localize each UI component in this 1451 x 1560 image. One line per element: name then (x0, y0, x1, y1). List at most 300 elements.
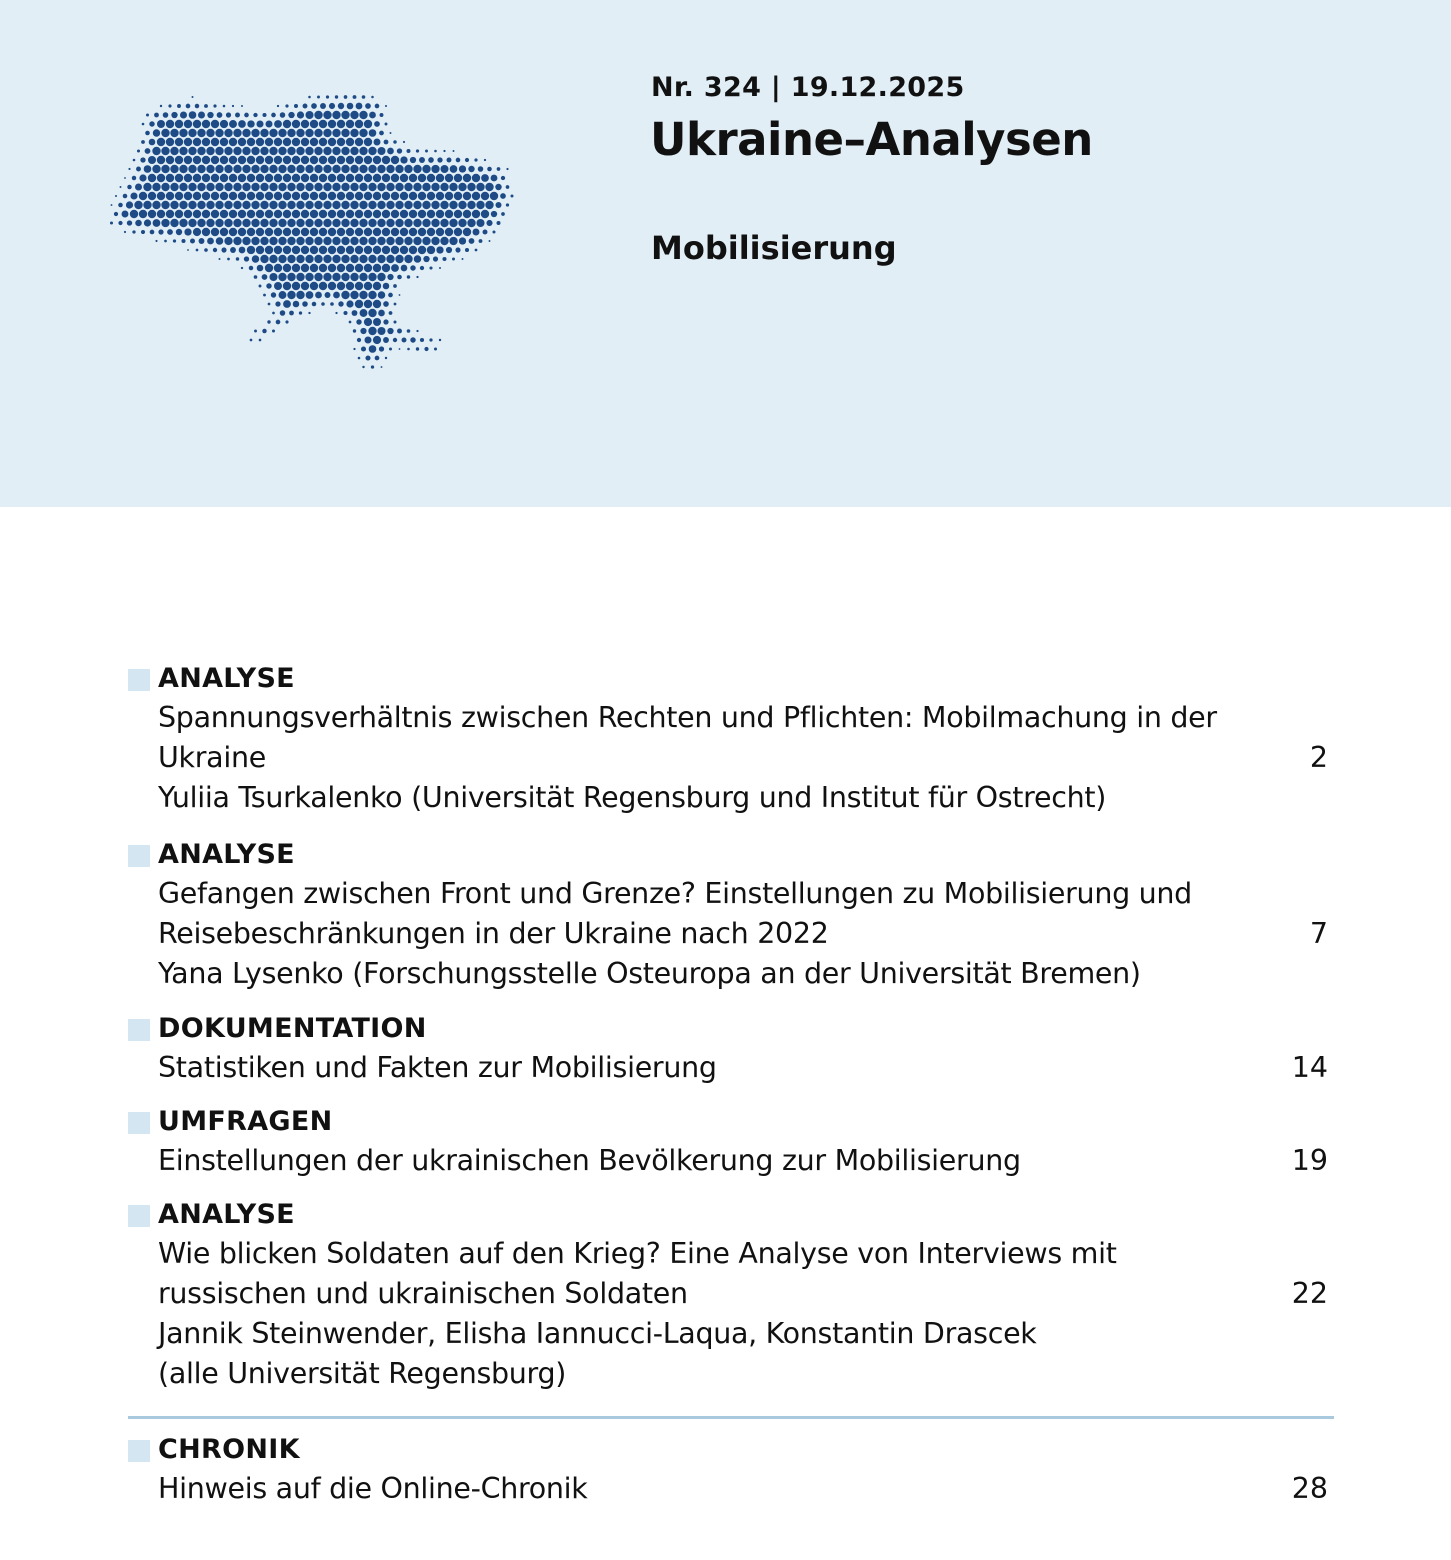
logo-dot (166, 120, 174, 128)
logo-dot (332, 111, 340, 119)
logo-dot (256, 246, 264, 254)
logo-dot (420, 338, 424, 342)
logo-dot (217, 112, 223, 118)
logo-dot (475, 249, 478, 252)
logo-dot (272, 329, 275, 332)
logo-dot (221, 247, 226, 252)
logo-dot (359, 255, 367, 263)
logo-dot (409, 228, 417, 236)
logo-dot (341, 201, 349, 209)
logo-dot (220, 174, 228, 182)
logo-dot (274, 138, 282, 146)
logo-dot (271, 292, 276, 297)
section-marker (128, 1205, 150, 1227)
ukraine-halftone-map-icon (96, 86, 526, 382)
logo-dot (449, 201, 457, 209)
logo-dot (170, 165, 178, 173)
logo-dot (193, 156, 201, 164)
logo-dot (373, 264, 381, 272)
logo-dot (341, 255, 349, 263)
table-of-contents (128, 660, 1334, 1509)
logo-dot (233, 165, 241, 173)
logo-dot (211, 174, 219, 182)
logo-dot (238, 228, 246, 236)
logo-dot (321, 302, 325, 306)
logo-dot (310, 138, 318, 146)
logo-dot (399, 348, 401, 350)
logo-dot (368, 237, 376, 245)
logo-dot (422, 201, 430, 209)
logo-dot (157, 138, 165, 146)
logo-dot (344, 95, 348, 99)
logo-dot (301, 138, 309, 146)
logo-dot (197, 147, 205, 155)
logo-dot (394, 303, 397, 306)
logo-dot (368, 165, 376, 173)
logo-dot (413, 165, 421, 173)
logo-dot (386, 165, 394, 173)
logo-dot (251, 129, 259, 137)
logo-dot (328, 264, 336, 272)
logo-dot (452, 258, 455, 261)
logo-dot (193, 192, 201, 200)
logo-dot (431, 165, 439, 173)
logo-dot (256, 174, 264, 182)
logo-dot (391, 210, 399, 218)
logo-dot (397, 148, 402, 153)
logo-dot (265, 156, 273, 164)
logo-dot (257, 265, 264, 272)
logo-dot (353, 348, 355, 350)
page-number: 2 (1309, 741, 1328, 774)
logo-dot (244, 113, 249, 118)
logo-dot (420, 266, 424, 270)
entry-title-line: russischen und ukrainischen Soldaten (158, 1277, 688, 1310)
toc-entry-analyse-3[interactable] (128, 1196, 1334, 1394)
logo-dot (161, 201, 169, 209)
logo-dot (377, 237, 385, 245)
logo-dot (197, 201, 205, 209)
logo-dot (419, 157, 425, 163)
logo-dot (431, 201, 439, 209)
logo-dot (157, 192, 165, 200)
logo-dot (308, 96, 311, 99)
logo-dot (310, 120, 318, 128)
logo-dot (308, 312, 310, 314)
logo-dot (302, 301, 308, 307)
logo-dot (310, 264, 318, 272)
logo-dot (355, 120, 363, 128)
logo-dot (265, 210, 273, 218)
logo-dot (410, 265, 415, 270)
logo-dot (350, 147, 358, 155)
logo-dot (380, 113, 384, 117)
logo-dot (491, 211, 497, 217)
logo-dot (188, 129, 196, 137)
logo-dot (135, 184, 142, 191)
logo-dot (468, 166, 474, 172)
logo-dot (377, 165, 385, 173)
logo-dot (341, 165, 349, 173)
logo-dot (403, 141, 405, 143)
logo-dot (409, 174, 417, 182)
logo-dot (266, 283, 271, 288)
logo-dot (382, 192, 390, 200)
logo-dot (274, 120, 282, 128)
logo-dot (374, 121, 380, 127)
logo-dot (365, 103, 371, 109)
logo-dot (305, 237, 313, 245)
logo-dot (323, 255, 331, 263)
logo-dot (124, 231, 126, 233)
logo-dot (247, 156, 255, 164)
logo-dot (436, 174, 444, 182)
logo-dot (323, 201, 331, 209)
logo-dot (332, 237, 340, 245)
logo-dot (193, 228, 201, 236)
logo-dot (272, 312, 275, 315)
logo-dot (317, 96, 320, 99)
logo-dot (236, 257, 239, 260)
entry-title-line: Ukraine (158, 741, 266, 774)
logo-dot (410, 337, 415, 342)
logo-dot (139, 192, 147, 200)
logo-dot (328, 174, 336, 182)
logo-dot (355, 210, 363, 218)
logo-dot (436, 228, 444, 236)
logo-dot (373, 300, 381, 308)
logo-dot (160, 105, 162, 107)
logo-dot (472, 174, 480, 182)
logo-dot (436, 210, 444, 218)
logo-dot (387, 274, 393, 280)
toc-entry-chronik[interactable] (128, 1431, 1334, 1509)
logo-dot (296, 237, 304, 245)
logo-dot (323, 165, 331, 173)
logo-dot (242, 147, 250, 155)
logo-dot (506, 185, 510, 189)
logo-dot (204, 104, 208, 108)
logo-dot (445, 228, 453, 236)
logo-dot (361, 346, 366, 351)
logo-dot (278, 129, 286, 137)
header-banner (0, 0, 1451, 507)
logo-dot (287, 273, 295, 281)
logo-dot (358, 357, 361, 360)
logo-dot (269, 255, 277, 263)
logo-dot (301, 228, 309, 236)
logo-dot (375, 356, 380, 361)
logo-dot (283, 192, 291, 200)
logo-dot (155, 240, 157, 242)
logo-dot (274, 282, 282, 290)
logo-dot (465, 248, 469, 252)
logo-dot (373, 210, 381, 218)
logo-dot (274, 246, 282, 254)
logo-dot (260, 147, 268, 155)
logo-dot (181, 239, 185, 243)
logo-dot (229, 174, 237, 182)
logo-dot (137, 149, 140, 152)
logo-dot (391, 264, 399, 272)
logo-dot (341, 183, 349, 191)
logo-dot (511, 195, 514, 198)
logo-dot (207, 112, 213, 118)
logo-dot (445, 192, 453, 200)
logo-dot (227, 258, 230, 261)
logo-dot (319, 264, 327, 272)
logo-dot (220, 192, 228, 200)
logo-dot (256, 120, 263, 127)
logo-dot (427, 210, 435, 218)
logo-dot (364, 174, 372, 182)
logo-dot (251, 219, 259, 227)
logo-dot (238, 120, 246, 128)
logo-dot (127, 185, 131, 189)
logo-dot (189, 111, 197, 119)
logo-dot (256, 228, 264, 236)
toc-entry-umfragen[interactable] (128, 1103, 1334, 1181)
logo-dot (350, 273, 358, 281)
logo-dot (413, 201, 421, 209)
logo-dot (220, 228, 228, 236)
logo-dot (409, 210, 417, 218)
logo-dot (350, 291, 358, 299)
logo-dot (350, 183, 358, 191)
logo-dot (292, 192, 300, 200)
logo-dot (389, 347, 392, 350)
logo-dot (391, 156, 399, 164)
logo-dot (241, 105, 243, 107)
logo-dot (152, 147, 160, 155)
logo-dot (142, 123, 145, 126)
logo-dot (359, 165, 367, 173)
logo-dot (148, 156, 156, 164)
logo-dot (170, 183, 178, 191)
logo-dot (148, 210, 156, 218)
logo-dot (278, 183, 286, 191)
logo-dot (224, 237, 232, 245)
logo-dot (337, 174, 345, 182)
logo-dot (337, 192, 345, 200)
logo-dot (486, 220, 492, 226)
logo-dot (382, 210, 390, 218)
logo-dot (314, 111, 322, 119)
logo-dot (332, 201, 340, 209)
logo-dot (274, 228, 282, 236)
logo-dot (395, 183, 403, 191)
logo-dot (377, 255, 385, 263)
logo-dot (130, 210, 138, 218)
logo-dot (277, 105, 279, 107)
logo-dot (166, 156, 174, 164)
logo-dot (265, 120, 272, 127)
logo-dot (229, 156, 237, 164)
logo-dot (161, 219, 169, 227)
logo-dot (356, 103, 363, 110)
logo-dot (283, 174, 291, 182)
logo-dot (188, 147, 196, 155)
logo-dot (196, 249, 199, 252)
logo-dot (346, 210, 354, 218)
logo-dot (283, 228, 291, 236)
logo-dot (287, 219, 295, 227)
logo-dot (404, 183, 412, 191)
logo-dot (359, 201, 367, 209)
logo-dot (350, 129, 358, 137)
logo-dot (202, 120, 210, 128)
logo-dot (393, 320, 396, 323)
logo-dot (319, 138, 327, 146)
logo-dot (179, 201, 187, 209)
logo-dot (395, 237, 403, 245)
logo-dot (323, 237, 331, 245)
logo-dot (355, 246, 363, 254)
logo-dot (188, 219, 196, 227)
logo-dot (355, 264, 363, 272)
logo-dot (414, 255, 422, 263)
logo-dot (355, 300, 363, 308)
logo-dot (186, 104, 191, 109)
logo-dot (275, 301, 280, 306)
logo-dot (364, 210, 372, 218)
logo-dot (427, 192, 435, 200)
logo-dot (280, 310, 285, 315)
section-label: ANALYSE (158, 839, 295, 870)
section-label: UMFRAGEN (158, 1106, 333, 1137)
logo-dot (319, 156, 327, 164)
logo-dot (215, 219, 223, 227)
logo-dot (285, 320, 288, 323)
logo-dot (378, 310, 385, 317)
logo-dot (149, 121, 154, 126)
section-marker (128, 845, 150, 867)
entry-authors: (alle Universität Regensburg) (158, 1357, 567, 1390)
entry-authors: Jannik Steinwender, Elisha Iannucci-Laqua, Konstantin Drascek (158, 1317, 1037, 1350)
logo-dot (211, 138, 219, 146)
logo-dot (369, 129, 377, 137)
logo-dot (402, 338, 407, 343)
logo-dot (289, 311, 294, 316)
logo-dot (433, 256, 438, 261)
logo-dot (229, 138, 237, 146)
logo-dot (341, 237, 349, 245)
logo-dot (211, 192, 219, 200)
logo-dot (377, 147, 385, 155)
toc-entry-analyse-2[interactable] (128, 836, 1334, 994)
logo-dot (369, 345, 377, 353)
logo-dot (476, 201, 484, 209)
logo-dot (215, 165, 223, 173)
logo-dot (391, 246, 399, 254)
logo-dot (386, 183, 394, 191)
logo-dot (144, 165, 152, 173)
logo-dot (230, 247, 236, 253)
logo-dot (314, 147, 322, 155)
logo-dot (238, 174, 246, 182)
logo-dot (479, 239, 483, 243)
logo-dot (350, 165, 358, 173)
logo-dot (170, 219, 178, 227)
logo-dot (481, 192, 489, 200)
logo-dot (314, 165, 322, 173)
logo-dot (497, 167, 501, 171)
logo-dot (463, 210, 471, 218)
logo-dot (197, 219, 205, 227)
logo-dot (238, 156, 246, 164)
logo-dot (278, 219, 286, 227)
logo-dot (152, 165, 160, 173)
logo-dot (413, 219, 421, 227)
logo-dot (413, 183, 421, 191)
logo-dot (287, 255, 295, 263)
logo-dot (188, 183, 196, 191)
logo-dot (153, 129, 160, 136)
logo-dot (416, 330, 418, 332)
logo-dot (416, 149, 419, 152)
logo-dot (123, 194, 128, 199)
logo-dot (247, 210, 255, 218)
entry-title-line: Reisebeschränkungen in der Ukraine nach 2022 (158, 917, 829, 950)
logo-dot (373, 156, 381, 164)
logo-dot (369, 112, 376, 119)
logo-dot (425, 150, 428, 153)
logo-dot (247, 192, 255, 200)
logo-dot (161, 147, 169, 155)
logo-dot (495, 184, 501, 190)
logo-dot (431, 219, 439, 227)
logo-dot (238, 138, 246, 146)
logo-dot (140, 157, 145, 162)
logo-dot (337, 246, 345, 254)
logo-dot (141, 140, 145, 144)
logo-dot (175, 192, 183, 200)
logo-dot (187, 249, 189, 251)
logo-dot (211, 120, 219, 128)
logo-dot (319, 174, 327, 182)
section-label: ANALYSE (158, 1199, 295, 1230)
toc-entry-analyse-1[interactable] (128, 660, 1334, 818)
logo-dot (490, 192, 498, 200)
logo-dot (292, 210, 300, 218)
logo-dot (359, 291, 367, 299)
toc-entry-dokumentation[interactable] (128, 1010, 1334, 1088)
logo-dot (389, 311, 393, 315)
logo-dot (395, 219, 403, 227)
logo-dot (170, 201, 178, 209)
logo-dot (377, 219, 385, 227)
logo-dot (193, 210, 201, 218)
logo-dot (442, 257, 446, 261)
logo-dot (247, 138, 255, 146)
logo-dot (299, 311, 302, 314)
logo-dot (371, 365, 374, 368)
logo-dot (260, 183, 268, 191)
logo-dot (283, 138, 291, 146)
logo-dot (118, 203, 123, 208)
logo-dot (310, 282, 318, 290)
logo-dot (422, 237, 430, 245)
logo-dot (220, 156, 228, 164)
logo-dot (310, 210, 318, 218)
logo-dot (148, 192, 156, 200)
logo-dot (274, 264, 282, 272)
logo-dot (390, 132, 392, 134)
logo-dot (311, 103, 317, 109)
entry-title-line: Spannungsverhältnis zwischen Rechten und Pflichten: Mobilmachung in der (158, 701, 1217, 734)
section-label: DOKUMENTATION (158, 1013, 427, 1044)
logo-dot (161, 165, 169, 173)
